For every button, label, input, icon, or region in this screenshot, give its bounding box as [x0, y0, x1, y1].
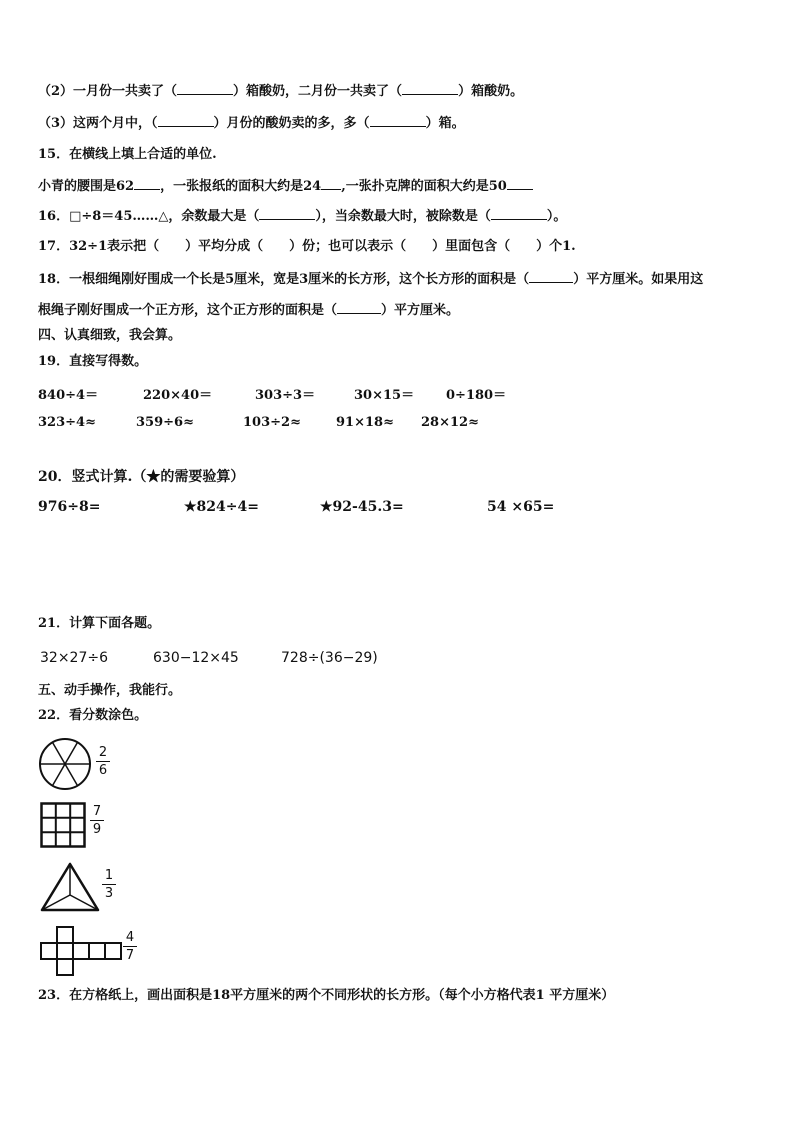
- vertical-calc: 54 ×65=: [487, 499, 555, 515]
- answer-blank[interactable]: [507, 177, 533, 190]
- q17: 17．32÷1表示把（ ）平均分成（ ）份；也可以表示（ ）里面包含（ ）个1.: [38, 239, 576, 254]
- cross-seven-squares[interactable]: [40, 926, 122, 976]
- answer-blank[interactable]: [158, 114, 214, 127]
- mixed-calc: 630−12×45: [153, 650, 239, 666]
- answer-blank[interactable]: [370, 114, 426, 127]
- fraction-two-sixths: 2 6: [96, 745, 110, 778]
- answer-blank[interactable]: [321, 177, 341, 190]
- oral-calc: 323÷4≈: [38, 415, 96, 430]
- q23: 23．在方格纸上，画出面积是18平方厘米的两个不同形状的长方形。（每个小方格代表1 平方厘米）: [38, 988, 615, 1003]
- oral-calc: 91×18≈: [336, 415, 394, 430]
- oral-calc: 103÷2≈: [243, 415, 301, 430]
- oral-calc: 303÷3＝: [255, 388, 316, 403]
- fraction-four-sevenths: 4 7: [123, 930, 137, 963]
- section-four-heading: 四、认真细致，我会算。: [38, 328, 182, 343]
- answer-blank[interactable]: [402, 82, 458, 95]
- oral-calc: 30×15＝: [354, 388, 415, 403]
- answer-blank[interactable]: [259, 207, 315, 220]
- oral-calc: 28×12≈: [421, 415, 479, 430]
- fraction-one-third: 1 3: [102, 868, 116, 901]
- q18-line1: 18．一根细绳刚好围成一个长是5厘米，宽是3厘米的长方形，这个长方形的面积是（ ）平方厘米。如果用这: [38, 272, 704, 287]
- grid-nine-parts[interactable]: [40, 802, 86, 848]
- oral-calc: 220×40＝: [143, 388, 213, 403]
- q14-line3: （3）这两个月中，（ ）月份的酸奶卖的多，多（ ）箱。: [38, 116, 465, 131]
- mixed-calc: 728÷(36−29): [281, 650, 378, 666]
- vertical-calc: 976÷8=: [38, 499, 101, 515]
- oral-calc: 0÷180＝: [446, 388, 507, 403]
- circle-six-parts[interactable]: [38, 737, 92, 791]
- answer-blank[interactable]: [529, 270, 573, 283]
- section-five-heading: 五、动手操作，我能行。: [38, 683, 182, 698]
- q15-title: 15．在横线上填上合适的单位.: [38, 147, 217, 162]
- mixed-calc: 32×27÷6: [40, 650, 108, 666]
- q16: 16．□÷8＝45……△，余数最大是（ ），当余数最大时，被除数是（ ）。: [38, 209, 567, 224]
- q14-line2: （2）一月份一共卖了（ ）箱酸奶，二月份一共卖了（ ）箱酸奶。: [38, 84, 524, 99]
- q20-title: 20．竖式计算.（★的需要验算）: [38, 469, 245, 485]
- triangle-three-parts[interactable]: [40, 862, 100, 912]
- vertical-calc: ★824÷4=: [184, 499, 259, 515]
- oral-calc: 840÷4＝: [38, 388, 99, 403]
- q15-body: 小青的腰围是62 ，一张报纸的面积大约是24 ,一张扑克牌的面积大约是50: [38, 177, 533, 196]
- q18-line2: 根绳子刚好围成一个正方形，这个正方形的面积是（ ）平方厘米。: [38, 303, 460, 318]
- q21-title: 21．计算下面各题。: [38, 616, 161, 631]
- fraction-seven-ninths: 7 9: [90, 804, 104, 837]
- answer-blank[interactable]: [177, 82, 233, 95]
- oral-calc: 359÷6≈: [136, 415, 194, 430]
- vertical-calc: ★92-45.3=: [320, 499, 404, 515]
- answer-blank[interactable]: [337, 301, 381, 314]
- answer-blank[interactable]: [491, 207, 547, 220]
- q22-title: 22．看分数涂色。: [38, 708, 148, 723]
- q19-title: 19．直接写得数。: [38, 354, 148, 369]
- answer-blank[interactable]: [134, 177, 160, 190]
